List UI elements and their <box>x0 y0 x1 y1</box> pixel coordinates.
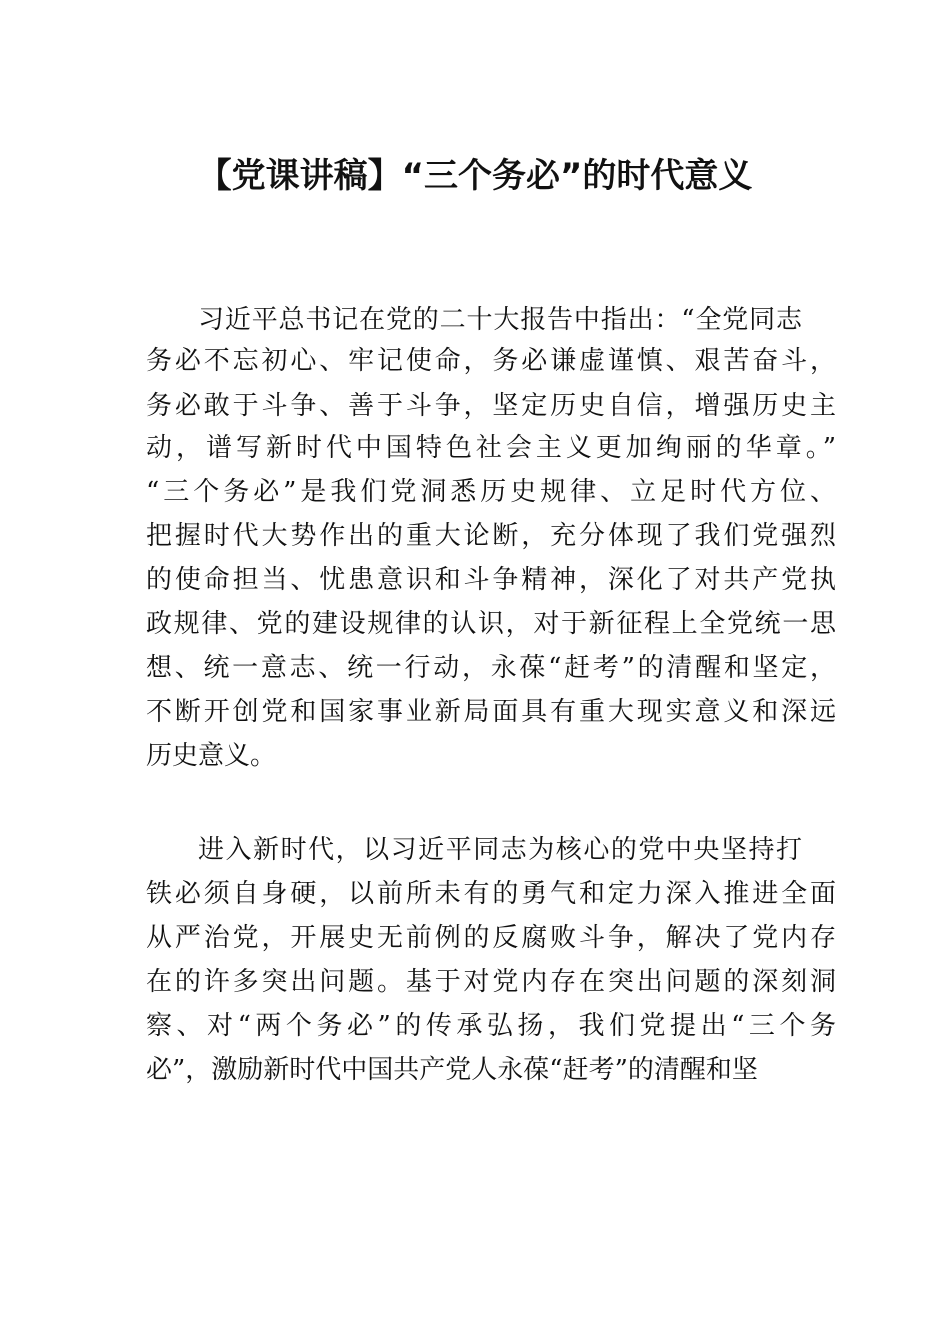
paragraph-line: 察、对“两个务必”的传承弘扬，我们党提出“三个务 <box>146 1011 836 1041</box>
paragraph-line: 想、统一意志、统一行动，永葆“赶考”的清醒和坚定， <box>146 653 836 683</box>
paragraph-line: 在的许多突出问题。基于对党内存在突出问题的深刻洞 <box>146 967 836 997</box>
paragraph-line: “三个务必”是我们党洞悉历史规律、立足时代方位、 <box>146 477 836 507</box>
paragraph-line: 进入新时代，以习近平同志为核心的党中央坚持打 <box>198 835 802 865</box>
paragraph-line: 铁必须自身硬，以前所未有的勇气和定力深入推进全面 <box>146 879 836 909</box>
paragraph-line: 动，谱写新时代中国特色社会主义更加绚丽的华章。” <box>146 433 836 463</box>
paragraph-line: 的使命担当、忧患意识和斗争精神，深化了对共产党执 <box>146 565 836 595</box>
paragraph-line: 习近平总书记在党的二十大报告中指出：“全党同志 <box>198 305 802 335</box>
paragraph-line: 务必不忘初心、牢记使命，务必谦虚谨慎、艰苦奋斗， <box>146 346 836 376</box>
paragraph-line: 政规律、党的建设规律的认识，对于新征程上全党统一思 <box>146 609 836 639</box>
paragraph-line: 必”，激励新时代中国共产党人永葆“赶考”的清醒和坚 <box>146 1055 758 1085</box>
paragraph-line: 从严治党，开展史无前例的反腐败斗争，解决了党内存 <box>146 923 836 953</box>
paragraph-line: 历史意义。 <box>146 741 277 771</box>
document-title: 【党课讲稿】“三个务必”的时代意义 <box>197 156 753 196</box>
paragraph-line: 不断开创党和国家事业新局面具有重大现实意义和深远 <box>146 697 836 727</box>
paragraph-line: 务必敢于斗争、善于斗争，坚定历史自信，增强历史主 <box>146 391 836 421</box>
paragraph-line: 把握时代大势作出的重大论断，充分体现了我们党强烈 <box>146 521 836 551</box>
